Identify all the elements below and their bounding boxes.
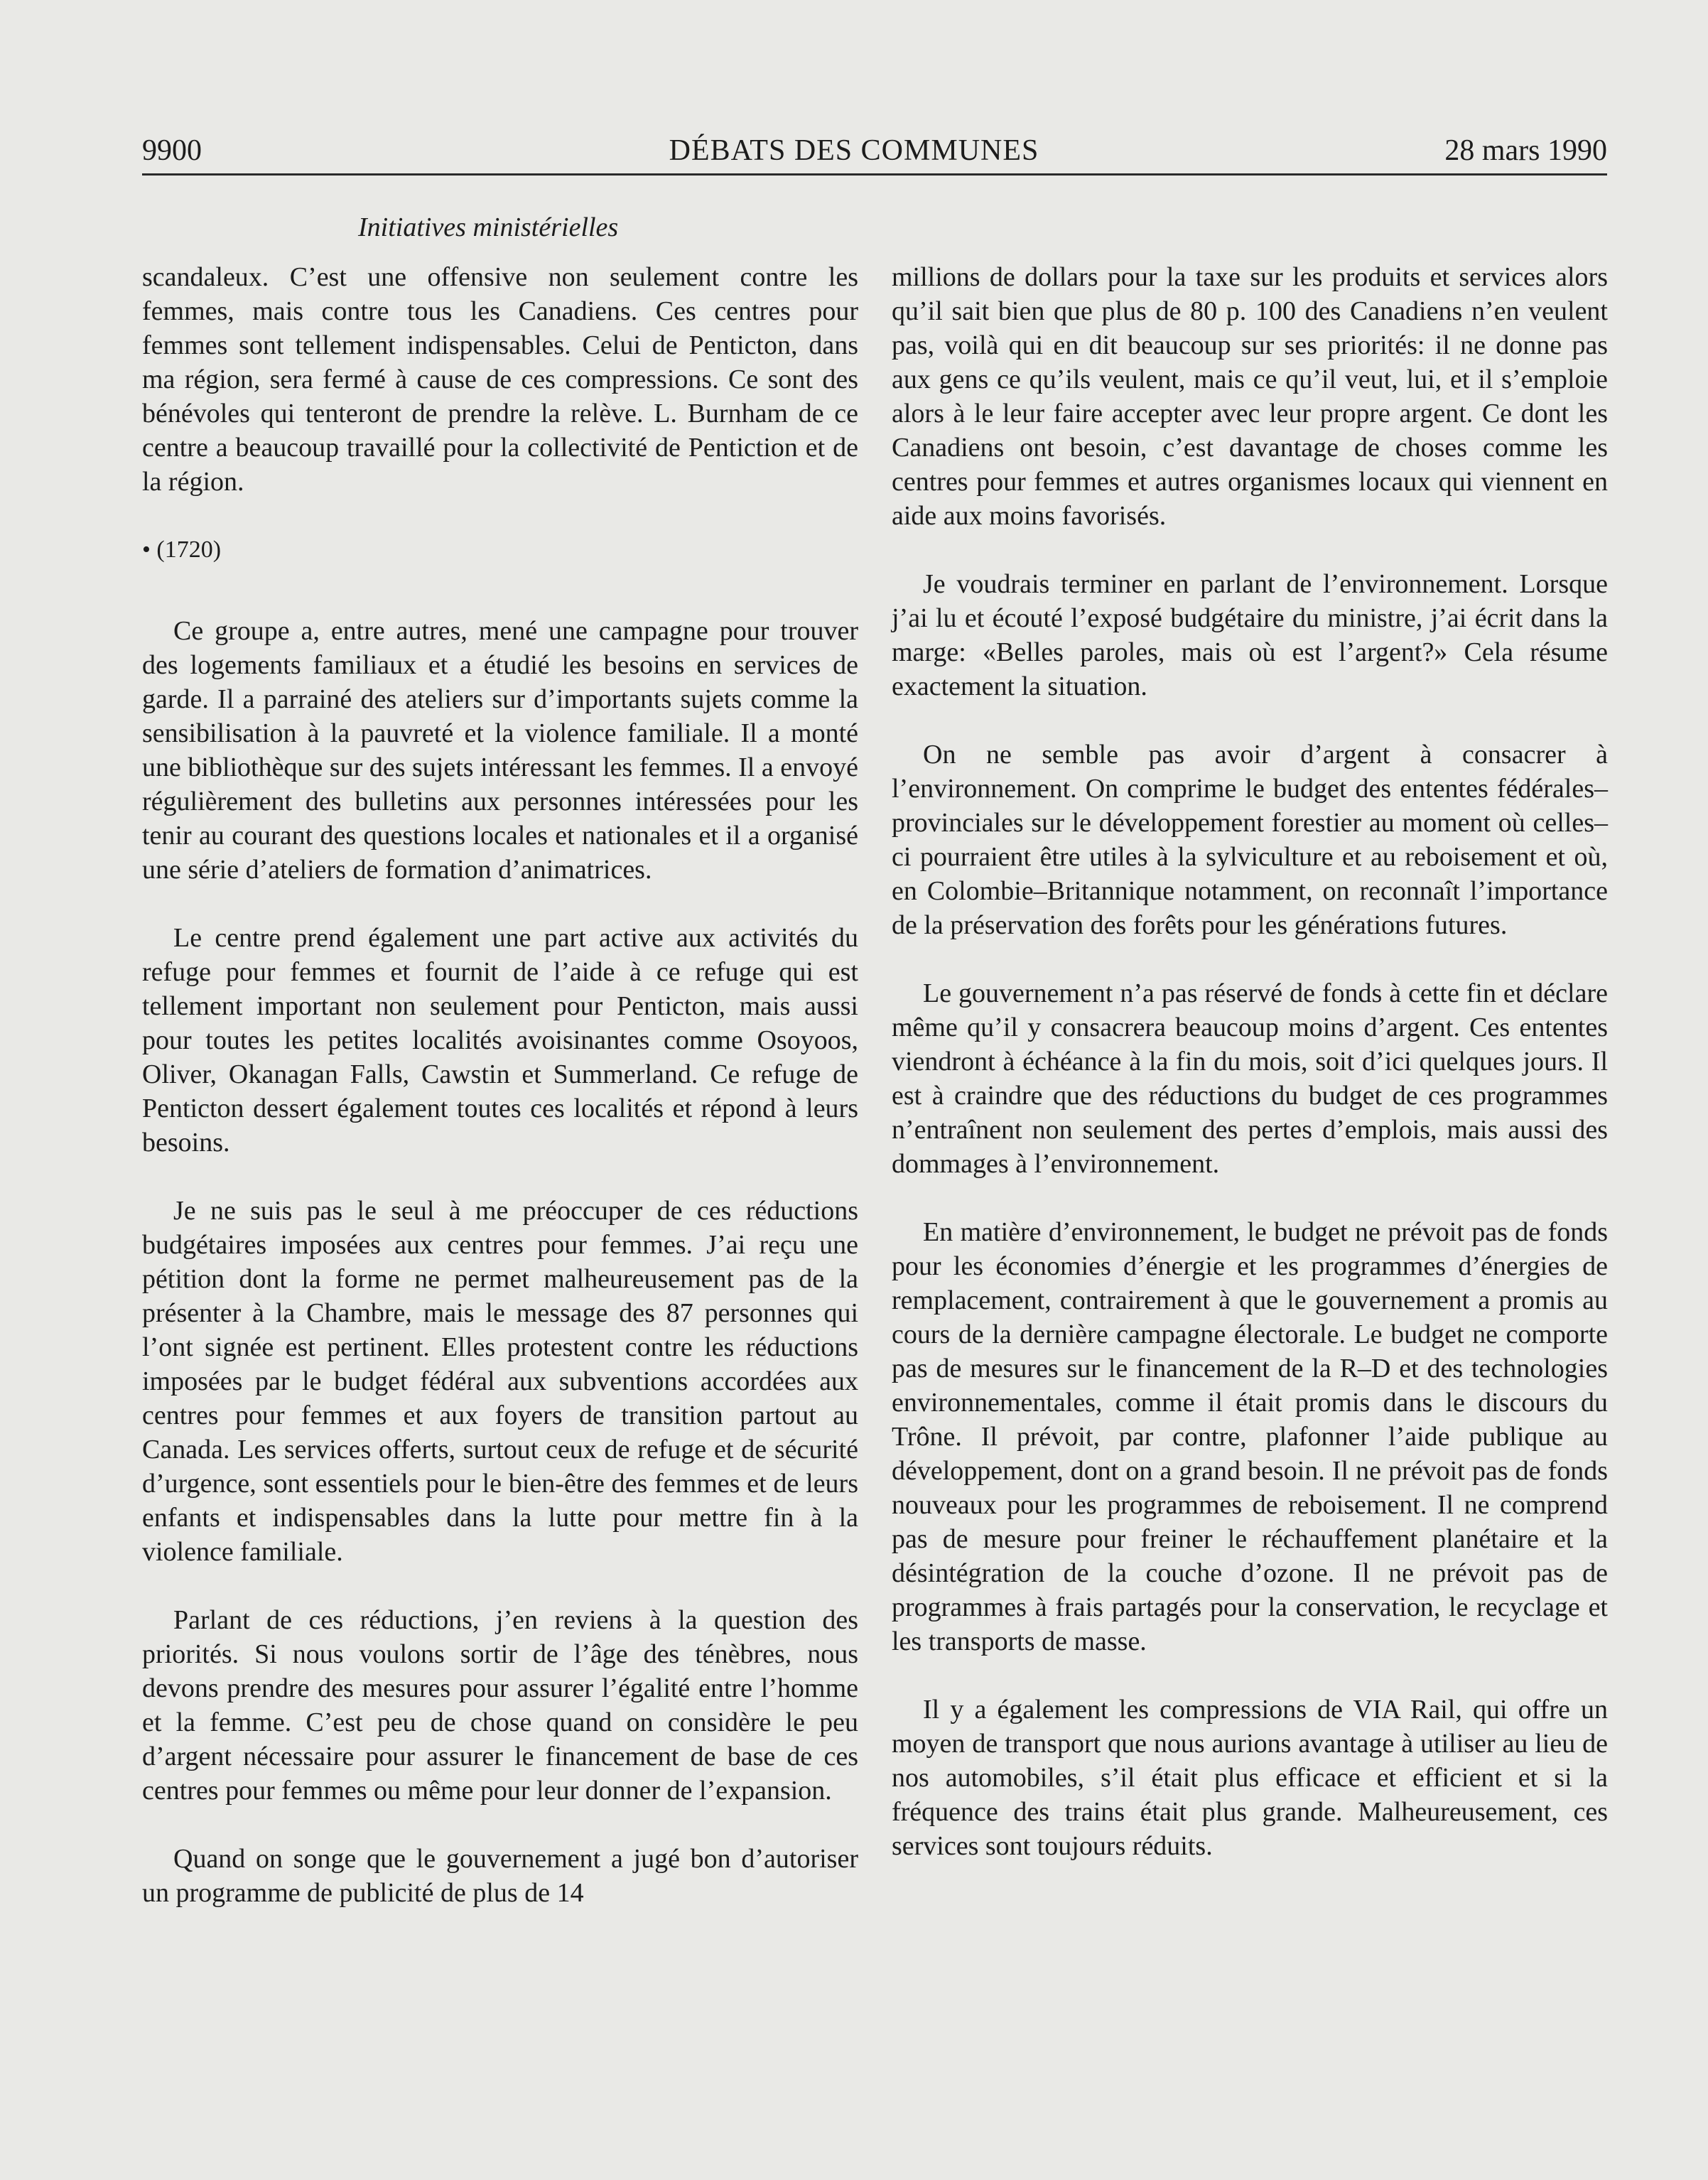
paragraph: Quand on songe que le gouvernement a jugé bon d’autoriser un programme de publicité de plus de 14	[142, 1844, 858, 1908]
paragraph: scandaleux. C’est une offensive non seulement contre les femmes, mais contre tous les Canadiens. Ces centres pour femmes sont tellement indispensables. Celui de Penticton, dans ma région, sera fermé à cause de ces compressions. Ce sont des bénévoles qui tenteront de prendre la relève. L. Burnham de ce centre a beaucoup travaillé pour la collectivité de Pentiction et de la région.	[142, 262, 858, 497]
page-number: 9900	[142, 134, 202, 167]
paragraph: Parlant de ces réductions, j’en reviens à la question des priorités. Si nous voulons sortir de l’âge des ténèbres, nous devons prendre des mesures pour assurer l’égalité entre l’homme et la femme. C’est peu de chose quand on considère le peu d’argent nécessaire pour assurer le financement de base de ces centres pour femmes ou même pour leur donner de l’expansion.	[142, 1605, 858, 1806]
paragraph: millions de dollars pour la taxe sur les produits et services alors qu’il sait bien que plus de 80 p. 100 des Canadiens n’en veulent pas, voilà qui en dit beaucoup sur ses priorités: il ne donne pas aux gens ce qu’ils veulent, mais ce qu’il veut, lui, et il s’emploie alors à le leur faire accepter avec leur propre argent. Ce dont les Canadiens ont besoin, c’est davantage de choses comme les centres pour femmes et autres organismes locaux qui viennent en aide aux moins favorisés.	[892, 262, 1608, 531]
paragraph: Je ne suis pas le seul à me préoccuper de ces réductions budgétaires imposées aux centres pour femmes. J’ai reçu une pétition dont la forme ne permet malheureusement pas de la présenter à la Chambre, mais le message des 87 personnes qui l’ont signée est pertinent. Elles protestent contre les réductions imposées par le budget fédéral aux subventions accordées aux centres pour femmes et aux foyers de transition partout au Canada. Les services offerts, surtout ceux de refuge et de sécurité d’urgence, sont essentiels pour le bien-être des femmes et de leurs enfants et indispensables dans la lutte pour mettre fin à la violence familiale.	[142, 1196, 858, 1567]
paragraph: Le centre prend également une part active aux activités du refuge pour femmes et fournit de l’aide à ce refuge qui est tellement important non seulement pour Penticton, mais aussi pour toutes les petites localités avoisinantes comme Osoyoos, Oliver, Okanagan Falls, Cawstin et Summerland. Ce refuge de Penticton dessert également toutes ces localités et répond à leurs besoins.	[142, 923, 858, 1158]
paragraph: Le gouvernement n’a pas réservé de fonds à cette fin et déclare même qu’il y consacrera beaucoup moins d’argent. Ces ententes viendront à échéance à la fin du mois, soit d’ici quelques jours. Il est à craindre que des réductions du budget de ces programmes n’entraînent non seulement des pertes d’emplois, mais aussi des dommages à l’environnement.	[892, 978, 1608, 1179]
section-heading: Initiatives ministérielles	[358, 212, 619, 242]
paragraph: En matière d’environnement, le budget ne prévoit pas de fonds pour les économies d’énergie et les programmes d’énergies de remplacement, contrairement à que le gouvernement a promis au cours de la dernière campagne électorale. Le budget ne comporte pas de mesures sur le financement de la R–D et des technologies environnementales, comme il était promis dans le discours du Trône. Il prévoit, par contre, plafonner l’aide publique au développement, dont on a grand besoin. Il ne prévoit pas de fonds nouveaux pour les programmes de reboisement. Il ne comprend pas de mesure pour freiner le réchauffement planétaire et la désintégration de la couche d’ozone. Il ne prévoit pas de programmes à frais partagés pour la conservation, le recyclage et les transports de masse.	[892, 1217, 1608, 1656]
left-column	[142, 260, 858, 1944]
right-column	[892, 260, 1608, 1897]
header-rule	[142, 173, 1607, 176]
paragraph: Il y a également les compressions de VIA Rail, qui offre un moyen de transport que nous aurions avantage à utiliser au lieu de nos automobiles, s’il était plus efficace et efficient et si la fréquence des trains était plus grande. Malheureusement, ces services sont toujours réduits.	[892, 1695, 1608, 1861]
page-date: 28 mars 1990	[1444, 134, 1607, 167]
paragraph: Je voudrais terminer en parlant de l’environnement. Lorsque j’ai lu et écouté l’exposé budgétaire du ministre, j’ai écrit dans la marge: «Belles paroles, mais où est l’argent?» Cela résume exactement la situation.	[892, 569, 1608, 701]
paragraph: On ne semble pas avoir d’argent à consacrer à l’environnement. On comprime le budget des ententes fédérales–provinciales sur le développement forestier au moment où celles–ci pourraient être utiles à la sylviculture et au reboisement et où, en Colombie–Britannique notamment, on reconnaît l’importance de la préservation des forêts pour les générations futures.	[892, 740, 1608, 940]
paragraph: Ce groupe a, entre autres, mené une campagne pour trouver des logements familiaux et a étudié les besoins en services de garde. Il a parrainé des ateliers sur d’importants sujets comme la sensibilisation à la pauvreté et la violence familiale. Il a monté une bibliothèque sur des sujets intéressant les femmes. Il a envoyé régulièrement des bulletins aux personnes intéressées pour les tenir au courant des questions locales et nationales et il a organisé une série d’ateliers de formation d’animatrices.	[142, 616, 858, 885]
running-title: DÉBATS DES COMMUNES	[669, 134, 1039, 167]
time-marker: • (1720)	[142, 536, 222, 563]
